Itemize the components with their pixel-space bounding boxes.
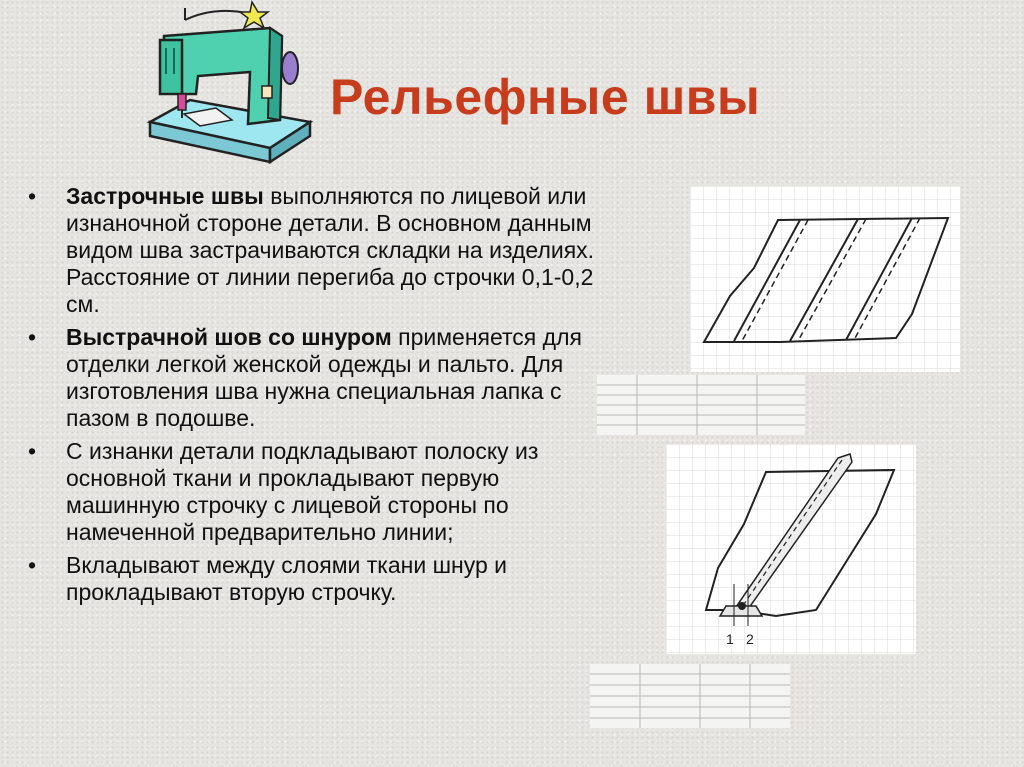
table-thumbnail: [590, 664, 790, 728]
list-item: [28, 324, 598, 432]
bullet-marker: •: [28, 183, 37, 209]
bullet-text: Вкладывают между слоями ткани шнур и прокладывают вторую строчку.: [66, 552, 508, 605]
bullet-text: С изнанки детали подкладывают полоску из основной ткани и прокладывают первую машинную строчку с лицевой стороны по намеченной предварительно линии;: [66, 438, 539, 545]
tuck-seam-figure: [690, 186, 960, 372]
sewing-machine-icon: [140, 0, 320, 170]
figure-label-1: 1: [726, 631, 734, 647]
figure-label-2: 2: [746, 631, 754, 647]
page-title: Рельефные швы: [330, 69, 761, 125]
bullet-marker: •: [28, 552, 37, 578]
table-thumbnail: [597, 375, 805, 435]
list-item: [28, 552, 598, 606]
bullet-marker: •: [28, 438, 37, 464]
list-item: [28, 438, 598, 546]
corded-seam-figure: [666, 444, 916, 654]
bullet-text: выполняются по лицевой или изнаночной стороне детали. В основном данным видом шва застрачиваются складки на изделиях. Расстояние от линии перегиба до строчки 0,1-0,2 см.: [66, 183, 595, 317]
bullet-list: [28, 183, 598, 612]
list-item: [28, 183, 598, 318]
bullet-term: Застрочные швы: [66, 183, 264, 209]
bullet-term: Выстрачной шов со шнуром: [66, 324, 392, 350]
bullet-text: применяется для отделки легкой женской одежды и пальто. Для изготовления шва нужна специальная лапка с пазом в подошве.: [66, 324, 582, 431]
bullet-marker: •: [28, 324, 37, 350]
